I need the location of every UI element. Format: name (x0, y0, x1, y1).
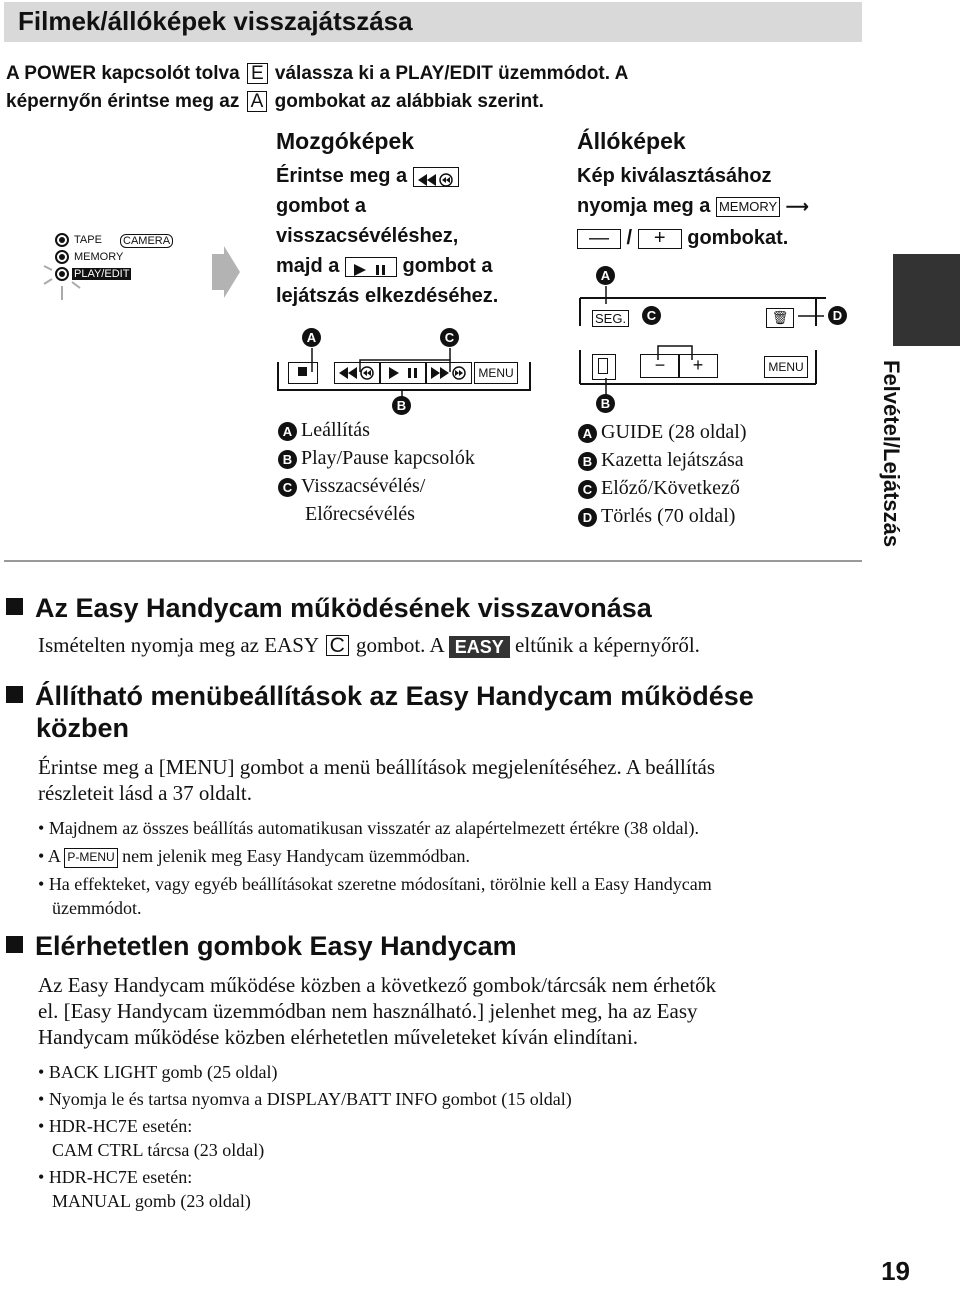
movies-line4b: gombot a (402, 255, 493, 277)
list-item: • Nyomja le és tartsa nyomva a DISPLAY/BATT INFO gombot (15 oldal) (38, 1089, 572, 1109)
side-tab-block (893, 254, 960, 346)
list-item: • BACK LIGHT gomb (25 oldal) (38, 1062, 278, 1082)
title-bar (4, 2, 862, 42)
section-heading-cont: közben (36, 713, 130, 743)
mark-b: B (392, 396, 411, 415)
play-pause-button[interactable] (380, 362, 426, 384)
movies-line2: gombot a (276, 195, 366, 217)
page-title: Filmek/állóképek visszajátszása (18, 6, 413, 36)
rewind-icon (413, 167, 459, 187)
intro-text (6, 60, 866, 116)
legend-item: D Törlés (70 oldal) (578, 502, 868, 530)
section-heading: Az Easy Handycam működésének visszavonása (6, 592, 866, 624)
stop-button[interactable] (288, 362, 318, 384)
stills-screen (576, 262, 856, 422)
mark-b: B (596, 394, 615, 413)
memory-button: MEMORY (716, 197, 780, 217)
stills-line2a: nyomja meg a (577, 195, 711, 217)
trash-icon: 🗑 (771, 310, 789, 325)
legend-item: B Play/Pause kapcsolók (278, 444, 558, 472)
tape-icon (598, 358, 608, 374)
divider (4, 560, 862, 562)
rewind-button[interactable] (334, 362, 380, 384)
minus-icon: — (577, 229, 621, 249)
p-menu-icon: P-MENU (64, 848, 117, 868)
switch-play-edit-label: PLAY/EDIT (74, 268, 130, 280)
legend-item: Előrecsévélés (305, 503, 415, 525)
section-unavailable: Elérhetetlen gombok Easy Handycam Az Easy Handycam működése közben a következő gombok/tárcsák nem érhetők el. [Easy Handycam üzemmódban nem használható.] jelenhet meg, ha az Easy Handycam működése közben elérhetetlen műveleteket kíván elindítani. • BACK LIGHT gomb (25 oldal) • Nyomja le és tartsa nyomva a DISPLAY/BATT INFO gombot (15 oldal) • HDR-HC7E esetén: CAM CTRL tárcsa (23 oldal) • HDR-HC7E esetén: MANUAL gomb (23 oldal) (6, 930, 866, 1213)
section-heading: Elérhetetlen gombok Easy Handycam (6, 930, 866, 962)
legend-item: C Visszacsévélés/ (278, 472, 558, 500)
list-item: • A P-MENU nem jelenik meg Easy Handycam üzemmódban. (38, 846, 471, 866)
next-button[interactable]: + (678, 354, 718, 378)
movies-column (276, 128, 566, 311)
stills-column: Állóképek Kép kiválasztásához nyomja meg a MEMORY ⟶ — / + gombokat. (577, 128, 867, 253)
plus-icon: + (638, 229, 682, 249)
page-number: 19 (881, 1256, 910, 1286)
list-item: • HDR-HC7E esetén: MANUAL gomb (23 oldal) (38, 1167, 251, 1211)
movies-line4a: majd a (276, 255, 340, 277)
movies-legend (278, 416, 558, 528)
section-menu: Állítható menübeállítások az Easy Handycam működése közben Érintse meg a [MENU] gombot a menü beállítások megjelenítéséhez. A beállítás részleteit lásd a 37 oldalt. • Majdnem az összes beállítás automatikusan visszatér az alapértelmezett értékre (38 oldal). • A P-MENU nem jelenik meg Easy Handycam üzemmódban. • Ha effekteket, vagy egyéb beállításokat szeretne módosítani, törölnie kell a Easy Handycam üzemmódot. (6, 680, 866, 920)
mark-d: D (828, 306, 847, 325)
stills-line1: Kép kiválasztásához (577, 165, 772, 187)
stop-icon (298, 367, 307, 376)
play-pause-icon (381, 363, 425, 383)
key-c: C (326, 635, 349, 656)
delete-button[interactable] (766, 308, 794, 328)
intro-line2a: képernyőn érintse meg az (6, 91, 240, 112)
play-pause-icon (345, 257, 397, 277)
intro-line1a: A POWER kapcsolót tolva (6, 63, 240, 84)
rewind-icon (335, 363, 379, 383)
list-item: • Ha effekteket, vagy egyéb beállításokat szeretne módosítani, törölnie kell a Easy Handycam üzemmódot. (38, 874, 712, 918)
tape-playback-button[interactable] (592, 354, 616, 380)
legend-item: A GUIDE (28 oldal) (578, 418, 868, 446)
legend-item: B Kazetta lejátszása (578, 446, 868, 474)
movies-line1: Érintse meg a (276, 165, 408, 187)
side-tab-label: Felvétel/Lejátszás (879, 360, 904, 548)
switch-tape-label: TAPE (74, 234, 102, 246)
fast-forward-icon (427, 363, 471, 383)
seg-label: SEG. (592, 310, 629, 327)
stills-screen-lines (576, 262, 856, 422)
fast-forward-button[interactable] (426, 362, 472, 384)
previous-button[interactable]: − (640, 354, 680, 378)
switch-memory-label: MEMORY (74, 251, 124, 263)
stills-title: Állóképek (577, 128, 686, 154)
switch-camera-label: CAMERA (120, 234, 173, 248)
list-item: • HDR-HC7E esetén: CAM CTRL tárcsa (23 oldal) (38, 1116, 265, 1160)
movies-line3: visszacsévéléshez, (276, 225, 459, 247)
movies-title: Mozgóképek (276, 128, 415, 154)
easy-badge: EASY (449, 636, 510, 658)
mark-a: A (302, 328, 321, 347)
legend-item: C Előző/Következő (578, 474, 868, 502)
movies-line5: lejátszás elkezdéséhez. (276, 285, 499, 307)
mark-c: C (440, 328, 459, 347)
stills-line3: gombokat. (687, 227, 789, 249)
arrow-right-icon (212, 246, 240, 298)
movies-control-strip (276, 326, 536, 416)
key-e: E (247, 63, 268, 84)
key-a: A (247, 91, 268, 112)
menu-button[interactable]: MENU (764, 356, 808, 378)
legend-item: A Leállítás (278, 416, 558, 444)
list-item: • Majdnem az összes beállítás automatikusan visszatér az alapértelmezett értékre (38 oldal). (38, 818, 700, 838)
mark-c: C (642, 306, 661, 325)
section-cancel: Az Easy Handycam működésének visszavonása Ismételten nyomja meg az EASY C gombot. A EASY eltűnik a képernyőről. (6, 592, 866, 658)
arrow-icon: ⟶ (785, 199, 809, 216)
stills-legend (578, 418, 868, 530)
menu-button[interactable]: MENU (474, 362, 518, 384)
intro-line2b: gombokat az alábbiak szerint. (274, 91, 544, 112)
mark-a: A (596, 266, 615, 285)
power-switch-illustration (36, 226, 176, 306)
intro-line1b: válassza ki a PLAY/EDIT üzemmódot. A (274, 63, 629, 84)
section-heading: Állítható menübeállítások az Easy Handycam működése (6, 680, 866, 712)
